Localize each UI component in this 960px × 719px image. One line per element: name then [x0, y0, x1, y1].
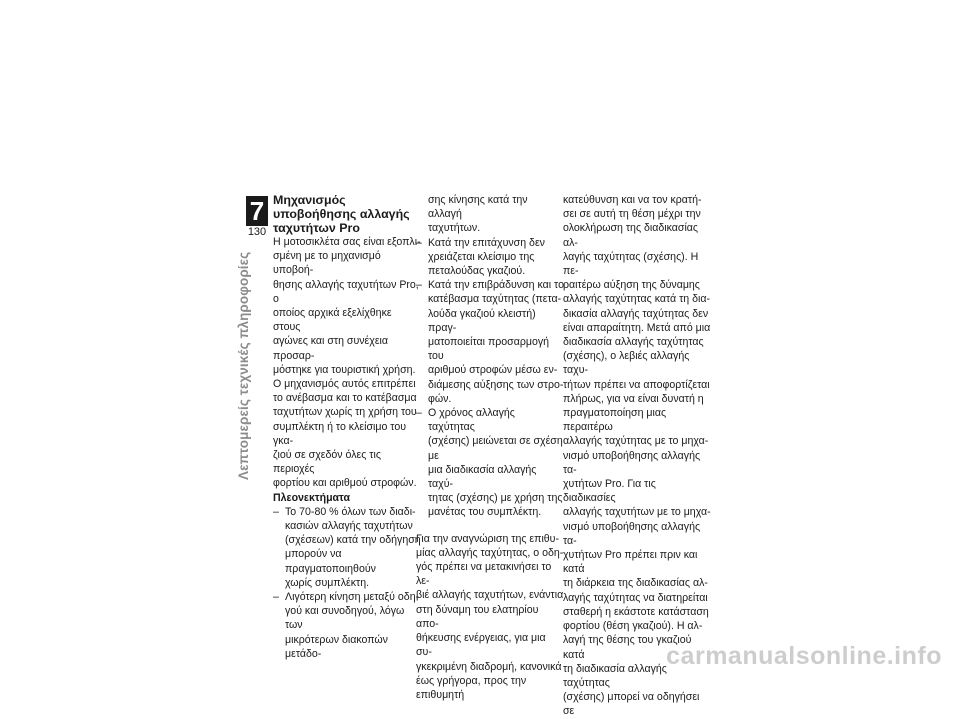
list-item: – Λιγότερη κίνηση μεταξύ οδη- γού και συνοδηγού, λόγω των μικρότερων διακοπών μετάδο-	[273, 590, 421, 661]
list-item: – Ο χρόνος αλλαγής ταχύτητας (σχέσης) μειώνεται σε σχέση με μια διαδικασία αλλαγής ταχύ- τητας (σχέσης) με χρήση της μανέτας του συμπλέκτη.	[416, 406, 564, 520]
section-heading: Μηχανισμός υποβοήθησης αλλαγής ταχυτήτων Pro	[273, 193, 410, 235]
intro-paragraph: Η μοτοσικλέτα σας είναι εξοπλι- σμένη με το μηχανισμό υποβοή- θησης αλλαγής ταχυτήτων Pro, ο οποίος αρχικά εξελίχθηκε στους αγώνες και στη συνέχεια προσαρ- μόστηκε για τουριστική χρήση.	[273, 236, 421, 376]
page-number: 130	[247, 226, 267, 238]
list-item: – Κατά την επιβράδυνση και το κατέβασμα ταχύτητας (πετα- λούδα γκαζιού κλειστή) πραγ- ματοποιείται προσαρμογή του αριθμού στροφών μέσω εν- διάμεσης αύξησης των στρο- φών.	[416, 278, 564, 406]
list-item: – Κατά την επιτάχυνση δεν χρειάζεται κλείσιμο της πεταλούδας γκαζιού.	[416, 236, 564, 279]
continuation-paragraph: κατεύθυνση και να τον κρατή- σει σε αυτή τη θέση μέχρι την ολοκλήρωση της διαδικασίας αλ- λαγής ταχύτητας (σχέσης). Η πε- ραιτέρω αύξηση της δύναμης αλλαγής ταχύτητας κατά τη δια- δικασία αλλαγής ταχύτητας δεν είναι απαραίτητη. Μετά από μια διαδικασία αλλαγής ταχύτητας (σχέσης), ο λεβιές αλλαγής ταχυ- τήτων πρέπει να αποφορτίζεται πλήρως, για να είναι δυνατή η πραγματοποίηση μιας περαιτέρω αλλαγής ταχύτητας με το μηχα- νισμό υποβοήθησης αλλαγής τα- χυτήτων Pro. Για τις διαδικασίες αλλαγής ταχυτήτων με το μηχα- νισμό υποβοήθησης αλλαγής τα- χυτήτων Pro πρέπει πριν και κατά τη διάρκεια της διαδικασίας αλ- λαγής ταχύτητας να διατηρείται σταθερή η εκάστοτε κατάσταση φορτίου (θέση γκαζιού). Η αλ- λαγή της θέσης του γκαζιού κατά τη διαδικασία αλλαγής ταχύτητας (σχέσης) μπορεί να οδηγήσει σε	[563, 194, 711, 718]
recognition-paragraph: Για την αναγνώριση της επιθυ- μίας αλλαγής ταχύτητας, ο οδη- γός πρέπει να μετακινήσει το λε- βιέ αλλαγής ταχυτήτων, ενάντια στη δύναμη του ελατηρίου απο- θήκευσης ενέργειας, για μια συ- γκεκριμένη διαδρομή, κανονικά έως γρήγορα, προς την επιθυμητή	[416, 532, 564, 701]
site-watermark: carmanualsonline.info	[666, 642, 942, 670]
chapter-number-badge: 7	[246, 196, 268, 226]
list-item: – Το 70-80 % όλων των διαδι- κασιών αλλαγής ταχυτήτων (σχέσεων) κατά την οδήγηση μπορούν να πραγματοποιηθούν χωρίς συμπλέκτη.	[273, 505, 421, 590]
text-column-2	[416, 193, 564, 702]
advantages-heading: Πλεονεκτήματα	[273, 491, 351, 504]
chapter-side-title: Λεπτομερείς τεχνικές πληροφορίες	[236, 251, 251, 480]
list-item-continuation: σης κίνησης κατά την αλλαγή ταχυτήτων.	[428, 194, 528, 235]
text-column-3	[563, 193, 711, 719]
description-paragraph: Ο μηχανισμός αυτός επιτρέπει το ανέβασμα και το κατέβασμα ταχυτήτων χωρίς τη χρήση του συμπλέκτη ή το κλείσιμο του γκα- ζιού σε σχεδόν όλες τις περιοχές φορτίου και αριθμού στροφών.	[273, 378, 417, 490]
text-column-1	[273, 193, 421, 661]
